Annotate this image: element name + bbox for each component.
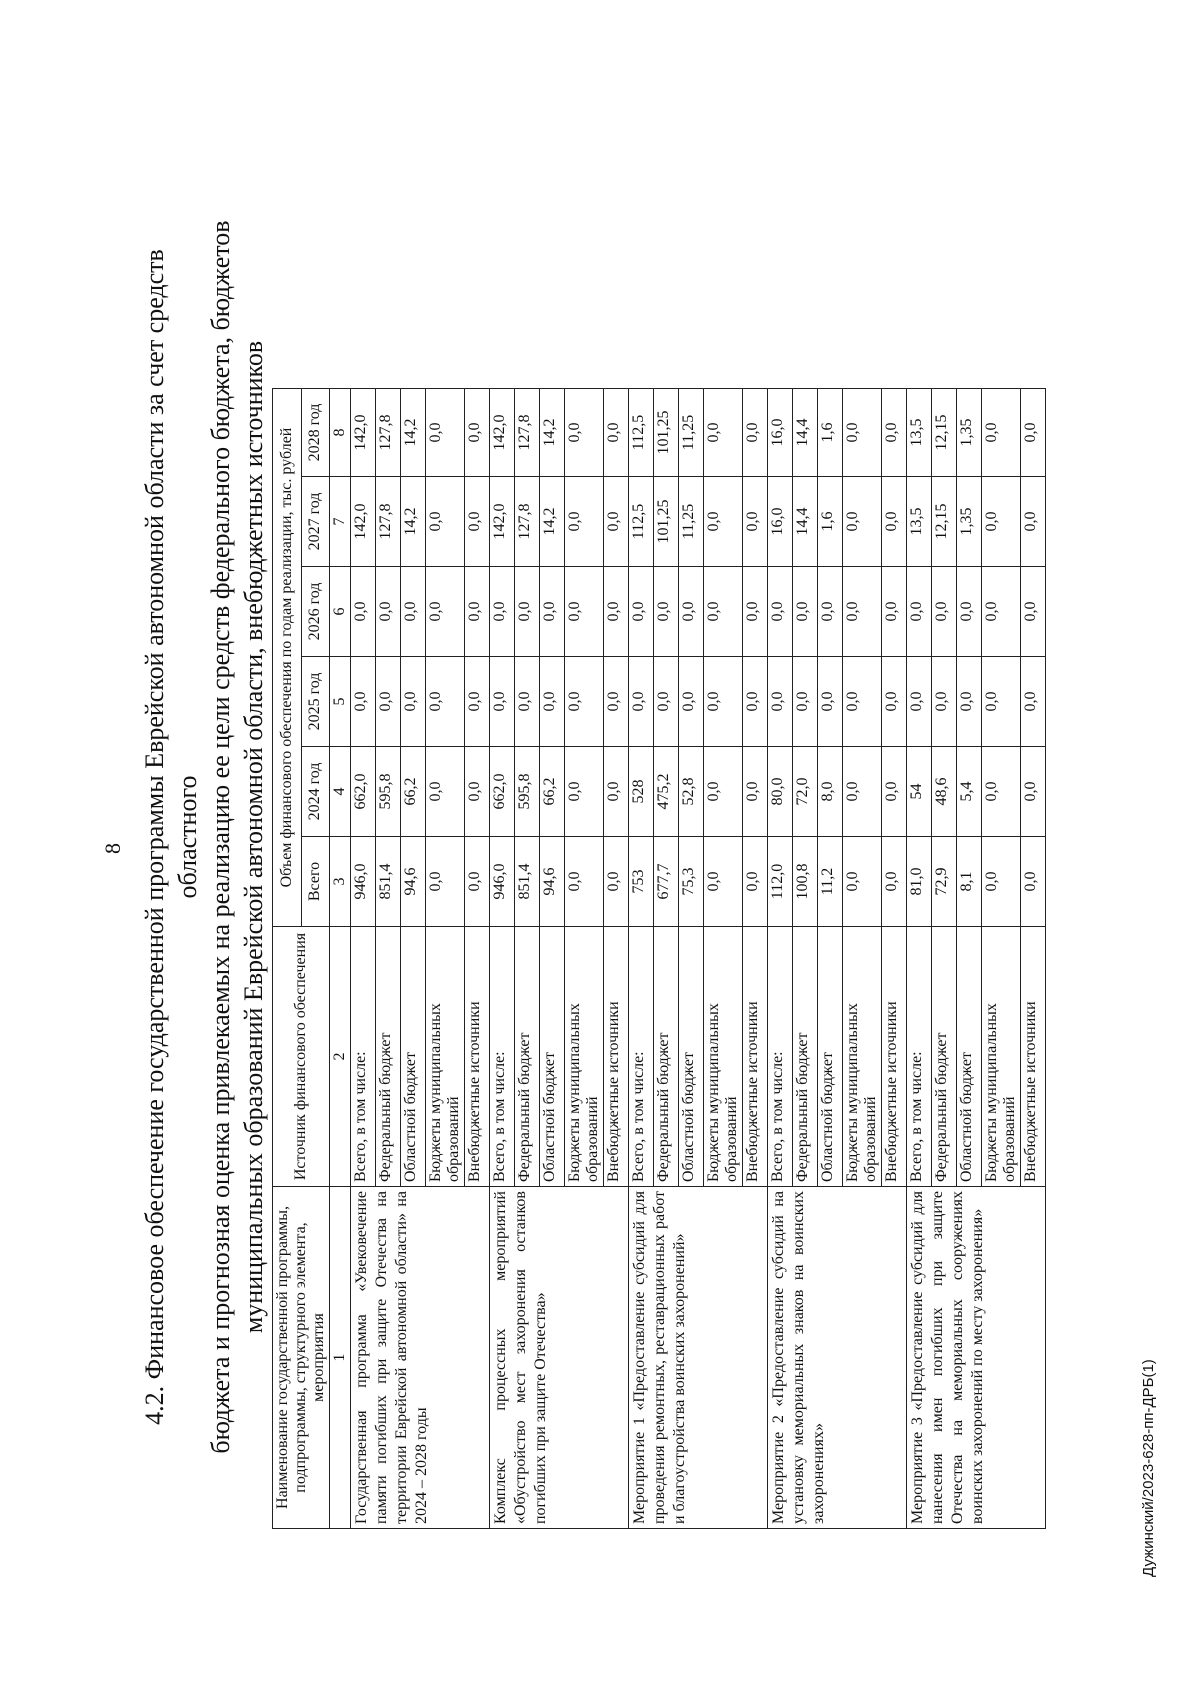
- value-cell: 0,0: [704, 389, 743, 477]
- value-cell: 0,0: [1021, 747, 1046, 837]
- value-cell: 0,0: [704, 477, 743, 567]
- value-cell: 662,0: [490, 747, 515, 837]
- value-cell: 1,6: [818, 389, 843, 477]
- source-cell: Областной бюджет: [818, 927, 843, 1187]
- source-cell: Бюджеты муниципальных образований: [704, 927, 743, 1187]
- page-number: 8: [100, 843, 125, 854]
- title-line: бюджета и прогнозная оценка привлекаемых на реализацию ее цели средств федерального бюджета, бюджетов: [206, 220, 235, 1454]
- value-cell: 16,0: [768, 389, 793, 477]
- value-cell: 0,0: [843, 567, 882, 657]
- value-cell: 0,0: [565, 477, 604, 567]
- value-cell: 142,0: [351, 389, 376, 477]
- value-cell: 0,0: [982, 747, 1021, 837]
- value-cell: 0,0: [843, 477, 882, 567]
- value-cell: 11,2: [818, 837, 843, 927]
- header-name: Наименование государственной программы, подпрограммы, структурного элемента, мероприятия: [273, 1187, 330, 1529]
- column-index: 3: [330, 837, 351, 927]
- title-line: муниципальных образований Еврейской автономной области, внебюджетных источников: [239, 340, 268, 1334]
- value-cell: 0,0: [465, 477, 490, 567]
- header-total: Всего: [301, 837, 330, 927]
- value-cell: 0,0: [843, 747, 882, 837]
- value-cell: 100,8: [793, 837, 818, 927]
- value-cell: 0,0: [426, 657, 465, 747]
- program-name-cell: Комплекс процессных мероприятий «Обустройство мест захоронения останков погибших при защите Отечества»: [490, 1187, 629, 1529]
- value-cell: 0,0: [604, 389, 629, 477]
- source-cell: Федеральный бюджет: [376, 927, 401, 1187]
- source-cell: Всего, в том числе:: [351, 927, 376, 1187]
- value-cell: 0,0: [465, 389, 490, 477]
- value-cell: 0,0: [426, 747, 465, 837]
- column-index: 5: [330, 657, 351, 747]
- column-index: 2: [330, 927, 351, 1187]
- value-cell: 0,0: [465, 567, 490, 657]
- value-cell: 0,0: [882, 837, 907, 927]
- source-cell: Федеральный бюджет: [793, 927, 818, 1187]
- value-cell: 0,0: [882, 389, 907, 477]
- source-cell: Внебюджетные источники: [465, 927, 490, 1187]
- value-cell: 0,0: [604, 747, 629, 837]
- source-cell: Внебюджетные источники: [1021, 927, 1046, 1187]
- header-volume: Объем финансового обеспечения по годам реализации, тыс. рублей: [273, 389, 302, 927]
- column-index: 7: [330, 477, 351, 567]
- value-cell: 94,6: [540, 837, 565, 927]
- value-cell: 142,0: [490, 389, 515, 477]
- header-year-2026: 2026 год: [301, 567, 330, 657]
- value-cell: 0,0: [982, 477, 1021, 567]
- value-cell: 16,0: [768, 477, 793, 567]
- value-cell: 0,0: [932, 657, 957, 747]
- value-cell: 5,4: [957, 747, 982, 837]
- value-cell: 0,0: [351, 567, 376, 657]
- value-cell: 127,8: [515, 389, 540, 477]
- table-row: [768, 389, 793, 1529]
- value-cell: 0,0: [1021, 477, 1046, 567]
- source-cell: Областной бюджет: [401, 927, 426, 1187]
- value-cell: 0,0: [604, 657, 629, 747]
- value-cell: 0,0: [843, 657, 882, 747]
- value-cell: 0,0: [376, 567, 401, 657]
- value-cell: 595,8: [376, 747, 401, 837]
- table-body: [351, 389, 1046, 1529]
- value-cell: 0,0: [654, 567, 679, 657]
- value-cell: 112,0: [768, 837, 793, 927]
- source-cell: Бюджеты муниципальных образований: [426, 927, 465, 1187]
- value-cell: 0,0: [818, 567, 843, 657]
- source-cell: Всего, в том числе:: [490, 927, 515, 1187]
- header-source: Источник финансового обеспечения: [273, 927, 330, 1187]
- value-cell: 0,0: [604, 837, 629, 927]
- program-name-cell: Мероприятие 3 «Предоставление субсидий для нанесения имен погибших при защите Отечества на мемориальных сооружениях воинских захоронений по месту захоронения»: [907, 1187, 1046, 1529]
- value-cell: 142,0: [351, 477, 376, 567]
- value-cell: 127,8: [376, 477, 401, 567]
- value-cell: 127,8: [376, 389, 401, 477]
- value-cell: 94,6: [401, 837, 426, 927]
- value-cell: 475,2: [654, 747, 679, 837]
- value-cell: 0,0: [793, 567, 818, 657]
- value-cell: 0,0: [565, 747, 604, 837]
- value-cell: 0,0: [982, 657, 1021, 747]
- value-cell: 14,2: [401, 477, 426, 567]
- table-row: [907, 389, 932, 1529]
- value-cell: 66,2: [540, 747, 565, 837]
- value-cell: 0,0: [982, 837, 1021, 927]
- value-cell: 851,4: [376, 837, 401, 927]
- value-cell: 0,0: [743, 389, 768, 477]
- value-cell: 0,0: [957, 657, 982, 747]
- value-cell: 0,0: [426, 837, 465, 927]
- source-cell: Всего, в том числе:: [907, 927, 932, 1187]
- value-cell: 0,0: [982, 389, 1021, 477]
- value-cell: 946,0: [490, 837, 515, 927]
- header-year-2025: 2025 год: [301, 657, 330, 747]
- value-cell: 0,0: [515, 567, 540, 657]
- title-line: 4.2. Финансовое обеспечение государственной программы Еврейской автономной области за счет средств областного: [140, 249, 202, 1425]
- value-cell: 75,3: [679, 837, 704, 927]
- source-cell: Областной бюджет: [540, 927, 565, 1187]
- value-cell: 528: [629, 747, 654, 837]
- value-cell: 0,0: [679, 657, 704, 747]
- value-cell: 142,0: [490, 477, 515, 567]
- value-cell: 0,0: [351, 657, 376, 747]
- value-cell: 12,15: [932, 477, 957, 567]
- value-cell: 0,0: [654, 657, 679, 747]
- value-cell: 0,0: [818, 657, 843, 747]
- column-index-row: [330, 389, 351, 1529]
- value-cell: 0,0: [882, 657, 907, 747]
- program-name-cell: Государственная программа «Увековечение памяти погибших при защите Отечества на территории Еврейской автономной области» на 2024 – 2028 годы: [351, 1187, 490, 1529]
- table-row: [351, 389, 376, 1529]
- value-cell: 14,4: [793, 477, 818, 567]
- value-cell: 0,0: [793, 657, 818, 747]
- value-cell: 0,0: [704, 837, 743, 927]
- value-cell: 0,0: [426, 567, 465, 657]
- value-cell: 81,0: [907, 837, 932, 927]
- header-year-2024: 2024 год: [301, 747, 330, 837]
- header-year-2027: 2027 год: [301, 477, 330, 567]
- value-cell: 0,0: [957, 567, 982, 657]
- value-cell: 0,0: [704, 657, 743, 747]
- value-cell: 14,2: [401, 389, 426, 477]
- value-cell: 0,0: [490, 657, 515, 747]
- value-cell: 753: [629, 837, 654, 927]
- value-cell: 0,0: [743, 477, 768, 567]
- value-cell: 0,0: [465, 747, 490, 837]
- value-cell: 14,2: [540, 389, 565, 477]
- value-cell: 0,0: [565, 389, 604, 477]
- value-cell: 0,0: [565, 657, 604, 747]
- value-cell: 662,0: [351, 747, 376, 837]
- source-cell: Бюджеты муниципальных образований: [565, 927, 604, 1187]
- value-cell: 0,0: [882, 747, 907, 837]
- value-cell: 127,8: [515, 477, 540, 567]
- value-cell: 0,0: [401, 657, 426, 747]
- value-cell: 8,0: [818, 747, 843, 837]
- source-cell: Областной бюджет: [679, 927, 704, 1187]
- value-cell: 1,35: [957, 477, 982, 567]
- value-cell: 0,0: [515, 657, 540, 747]
- source-cell: Всего, в том числе:: [768, 927, 793, 1187]
- value-cell: 0,0: [465, 657, 490, 747]
- value-cell: 48,6: [932, 747, 957, 837]
- value-cell: 80,0: [768, 747, 793, 837]
- source-cell: Федеральный бюджет: [654, 927, 679, 1187]
- value-cell: 0,0: [426, 477, 465, 567]
- value-cell: 0,0: [565, 567, 604, 657]
- column-index: 4: [330, 747, 351, 837]
- value-cell: 13,5: [907, 389, 932, 477]
- source-cell: Областной бюджет: [957, 927, 982, 1187]
- value-cell: 0,0: [743, 837, 768, 927]
- value-cell: 0,0: [540, 657, 565, 747]
- value-cell: 0,0: [743, 747, 768, 837]
- value-cell: 0,0: [907, 567, 932, 657]
- value-cell: 0,0: [907, 657, 932, 747]
- value-cell: 101,25: [654, 389, 679, 477]
- source-cell: Федеральный бюджет: [515, 927, 540, 1187]
- value-cell: 0,0: [982, 567, 1021, 657]
- table-row: [490, 389, 515, 1529]
- value-cell: 13,5: [907, 477, 932, 567]
- value-cell: 0,0: [565, 837, 604, 927]
- value-cell: 0,0: [704, 567, 743, 657]
- value-cell: 1,35: [957, 389, 982, 477]
- value-cell: 8,1: [957, 837, 982, 927]
- value-cell: 14,4: [793, 389, 818, 477]
- value-cell: 54: [907, 747, 932, 837]
- value-cell: 112,5: [629, 477, 654, 567]
- value-cell: 0,0: [1021, 567, 1046, 657]
- value-cell: 12,15: [932, 389, 957, 477]
- value-cell: 0,0: [704, 747, 743, 837]
- value-cell: 0,0: [1021, 837, 1046, 927]
- source-cell: Бюджеты муниципальных образований: [843, 927, 882, 1187]
- source-cell: Внебюджетные источники: [604, 927, 629, 1187]
- source-cell: Федеральный бюджет: [932, 927, 957, 1187]
- value-cell: 0,0: [629, 567, 654, 657]
- value-cell: 1,6: [818, 477, 843, 567]
- value-cell: 11,25: [679, 389, 704, 477]
- value-cell: 0,0: [843, 389, 882, 477]
- value-cell: 0,0: [401, 567, 426, 657]
- value-cell: 0,0: [882, 567, 907, 657]
- value-cell: 52,8: [679, 747, 704, 837]
- column-index: 6: [330, 567, 351, 657]
- value-cell: 0,0: [604, 477, 629, 567]
- value-cell: 0,0: [465, 837, 490, 927]
- value-cell: 851,4: [515, 837, 540, 927]
- value-cell: 0,0: [604, 567, 629, 657]
- value-cell: 0,0: [1021, 657, 1046, 747]
- header-year-2028: 2028 год: [301, 389, 330, 477]
- value-cell: 0,0: [629, 657, 654, 747]
- value-cell: 72,9: [932, 837, 957, 927]
- source-cell: Внебюджетные источники: [743, 927, 768, 1187]
- value-cell: 677,7: [654, 837, 679, 927]
- source-cell: Внебюджетные источники: [882, 927, 907, 1187]
- value-cell: 595,8: [515, 747, 540, 837]
- value-cell: 946,0: [351, 837, 376, 927]
- value-cell: 11,25: [679, 477, 704, 567]
- program-name-cell: Мероприятие 1 «Предоставление субсидий для проведения ремонтных, реставрационных работ и благоустройства воинских захоронений»: [629, 1187, 768, 1529]
- value-cell: 0,0: [540, 567, 565, 657]
- value-cell: 72,0: [793, 747, 818, 837]
- value-cell: 0,0: [679, 567, 704, 657]
- value-cell: 14,2: [540, 477, 565, 567]
- value-cell: 0,0: [743, 567, 768, 657]
- section-title: [138, 187, 270, 1487]
- value-cell: 66,2: [401, 747, 426, 837]
- document-footer: Дужинский/2023-628-пп-ДРБ(1): [1140, 1359, 1157, 1577]
- source-cell: Всего, в том числе:: [629, 927, 654, 1187]
- program-name-cell: Мероприятие 2 «Предоставление субсидий на установку мемориальных знаков на воинских захоронениях»: [768, 1187, 907, 1529]
- value-cell: 0,0: [1021, 389, 1046, 477]
- value-cell: 0,0: [768, 657, 793, 747]
- value-cell: 0,0: [743, 657, 768, 747]
- financing-table: [272, 388, 1046, 1529]
- table-row: [629, 389, 654, 1529]
- column-index: 8: [330, 389, 351, 477]
- value-cell: 112,5: [629, 389, 654, 477]
- value-cell: 0,0: [490, 567, 515, 657]
- value-cell: 0,0: [932, 567, 957, 657]
- value-cell: 0,0: [882, 477, 907, 567]
- value-cell: 0,0: [376, 657, 401, 747]
- value-cell: 0,0: [426, 389, 465, 477]
- source-cell: Бюджеты муниципальных образований: [982, 927, 1021, 1187]
- value-cell: 0,0: [843, 837, 882, 927]
- column-index: 1: [330, 1187, 351, 1529]
- value-cell: 0,0: [768, 567, 793, 657]
- value-cell: 101,25: [654, 477, 679, 567]
